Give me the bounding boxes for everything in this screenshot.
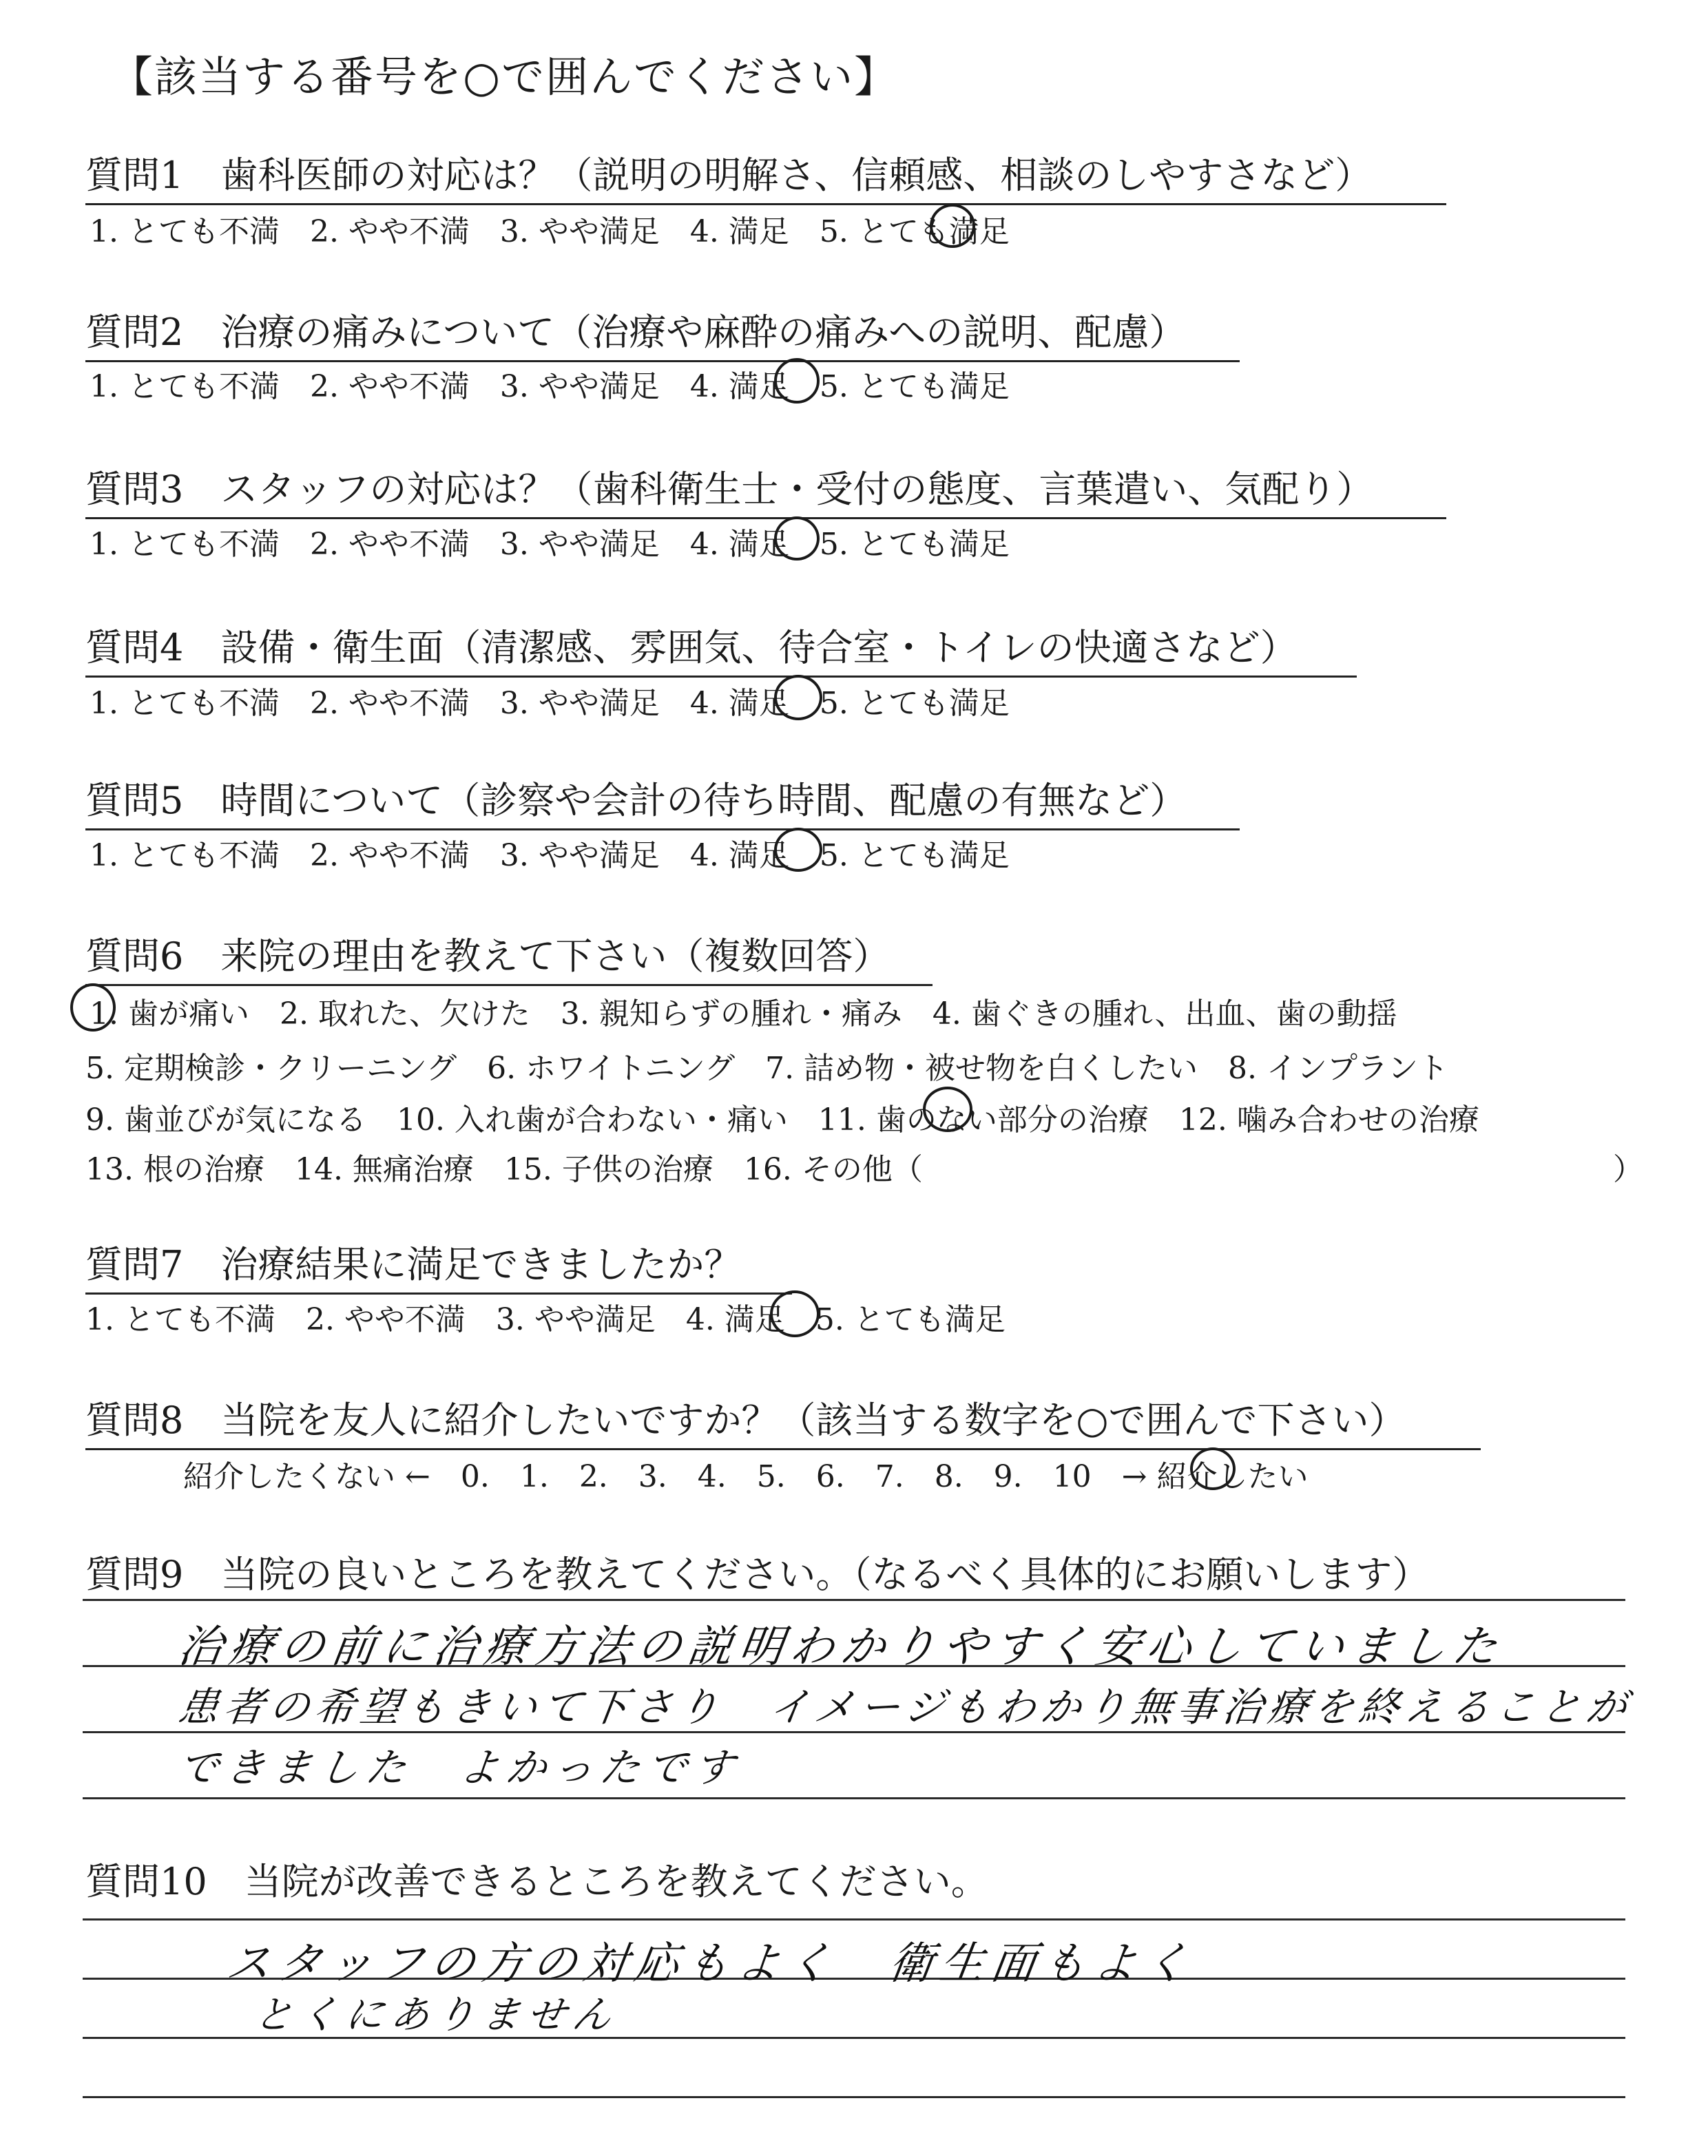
question-3-label: 質問3 スタッフの対応は？（歯科衛生士・受付の態度、言葉遣い、気配り） xyxy=(85,460,1446,519)
question-2-options[interactable]: 1. とても不満 2. やや不満 3. やや満足 4. 満足 5. とても満足 xyxy=(90,369,1010,404)
question-9-answer-line-3: できました よかったです xyxy=(175,1744,744,1791)
selection-circle xyxy=(70,983,116,1032)
question-6-line-1[interactable]: 1. 歯が痛い 2. 取れた、欠けた 3. 親知らずの腫れ・痛み 4. 歯ぐきの腫れ、出血、歯の動揺 xyxy=(90,996,1397,1032)
question-6-line-4[interactable]: 13. 根の治療 14. 無痛治療 15. 子供の治療 16. その他（ xyxy=(85,1152,923,1187)
question-7-label: 質問7 治療結果に満足できましたか？ xyxy=(85,1235,792,1295)
question-6-line-3[interactable]: 9. 歯並びが気になる 10. 入れ歯が合わない・痛い 11. 歯のない部分の治療 12. 噛み合わせの治療 xyxy=(85,1102,1479,1138)
question-9-answer-line-1: 治療の前に治療方法の説明わかりやすく安心していました xyxy=(174,1622,1508,1673)
selection-circle xyxy=(774,516,820,561)
answer-line xyxy=(83,1918,1625,1920)
question-10-answer-line-2: とくにありません xyxy=(251,1993,621,2038)
selection-circle xyxy=(774,828,822,872)
question-5-label: 質問5 時間について（診察や会計の待ち時間、配慮の有無など） xyxy=(85,771,1240,830)
question-6-other-close: ） xyxy=(1613,1152,1643,1187)
question-9-answer-line-2: 患者の希望もきいて下さり イメージもわかり無事治療を終えることが xyxy=(175,1684,1636,1730)
selection-circle xyxy=(930,204,975,248)
question-7-options[interactable]: 1. とても不満 2. やや不満 3. やや満足 4. 満足 5. とても満足 xyxy=(85,1302,1006,1337)
answer-line xyxy=(83,2096,1625,2098)
question-4-label: 質問4 設備・衛生面（清潔感、雰囲気、待合室・トイレの快適さなど） xyxy=(85,618,1357,678)
selection-circle xyxy=(774,358,820,404)
question-5-options[interactable]: 1. とても不満 2. やや不満 3. やや満足 4. 満足 5. とても満足 xyxy=(90,838,1010,873)
form-title: 【該当する番号を○で囲んでください】 xyxy=(110,52,899,102)
question-10-label: 質問10 当院が改善できるところを教えてください。 xyxy=(85,1860,988,1903)
question-4-options[interactable]: 1. とても不満 2. やや不満 3. やや満足 4. 満足 5. とても満足 xyxy=(90,686,1010,721)
selection-circle xyxy=(1190,1447,1236,1490)
answer-line xyxy=(83,1599,1625,1601)
answer-line xyxy=(83,1797,1625,1799)
selection-circle xyxy=(923,1087,972,1132)
question-1-options[interactable]: 1. とても不満 2. やや不満 3. やや満足 4. 満足 5. とても満足 xyxy=(90,214,1010,249)
selection-circle xyxy=(774,675,822,720)
question-6-line-2[interactable]: 5. 定期検診・クリーニング 6. ホワイトニング 7. 詰め物・被せ物を白くしたい 8. インプラント xyxy=(85,1051,1449,1086)
question-10-answer-line-1: スタッフの方の対応もよく 衛生面もよく xyxy=(222,1938,1199,1989)
selection-circle xyxy=(770,1290,820,1337)
question-9-label: 質問9 当院の良いところを教えてください。（なるべく具体的にお願いします） xyxy=(85,1553,1430,1596)
question-8-scale[interactable]: 紹介したくない ← 0. 1. 2. 3. 4. 5. 6. 7. 8. 9. 10 → 紹介したい xyxy=(183,1459,1309,1494)
question-1-label: 質問1 歯科医師の対応は？（説明の明解さ、信頼感、相談のしやすさなど） xyxy=(85,146,1446,205)
question-2-label: 質問2 治療の痛みについて（治療や麻酔の痛みへの説明、配慮） xyxy=(85,303,1240,362)
question-8-label: 質問8 当院を友人に紹介したいですか？（該当する数字を○で囲んで下さい） xyxy=(85,1391,1481,1450)
question-6-label: 質問6 来院の理由を教えて下さい（複数回答） xyxy=(85,927,933,986)
question-3-options[interactable]: 1. とても不満 2. やや不満 3. やや満足 4. 満足 5. とても満足 xyxy=(90,527,1010,562)
